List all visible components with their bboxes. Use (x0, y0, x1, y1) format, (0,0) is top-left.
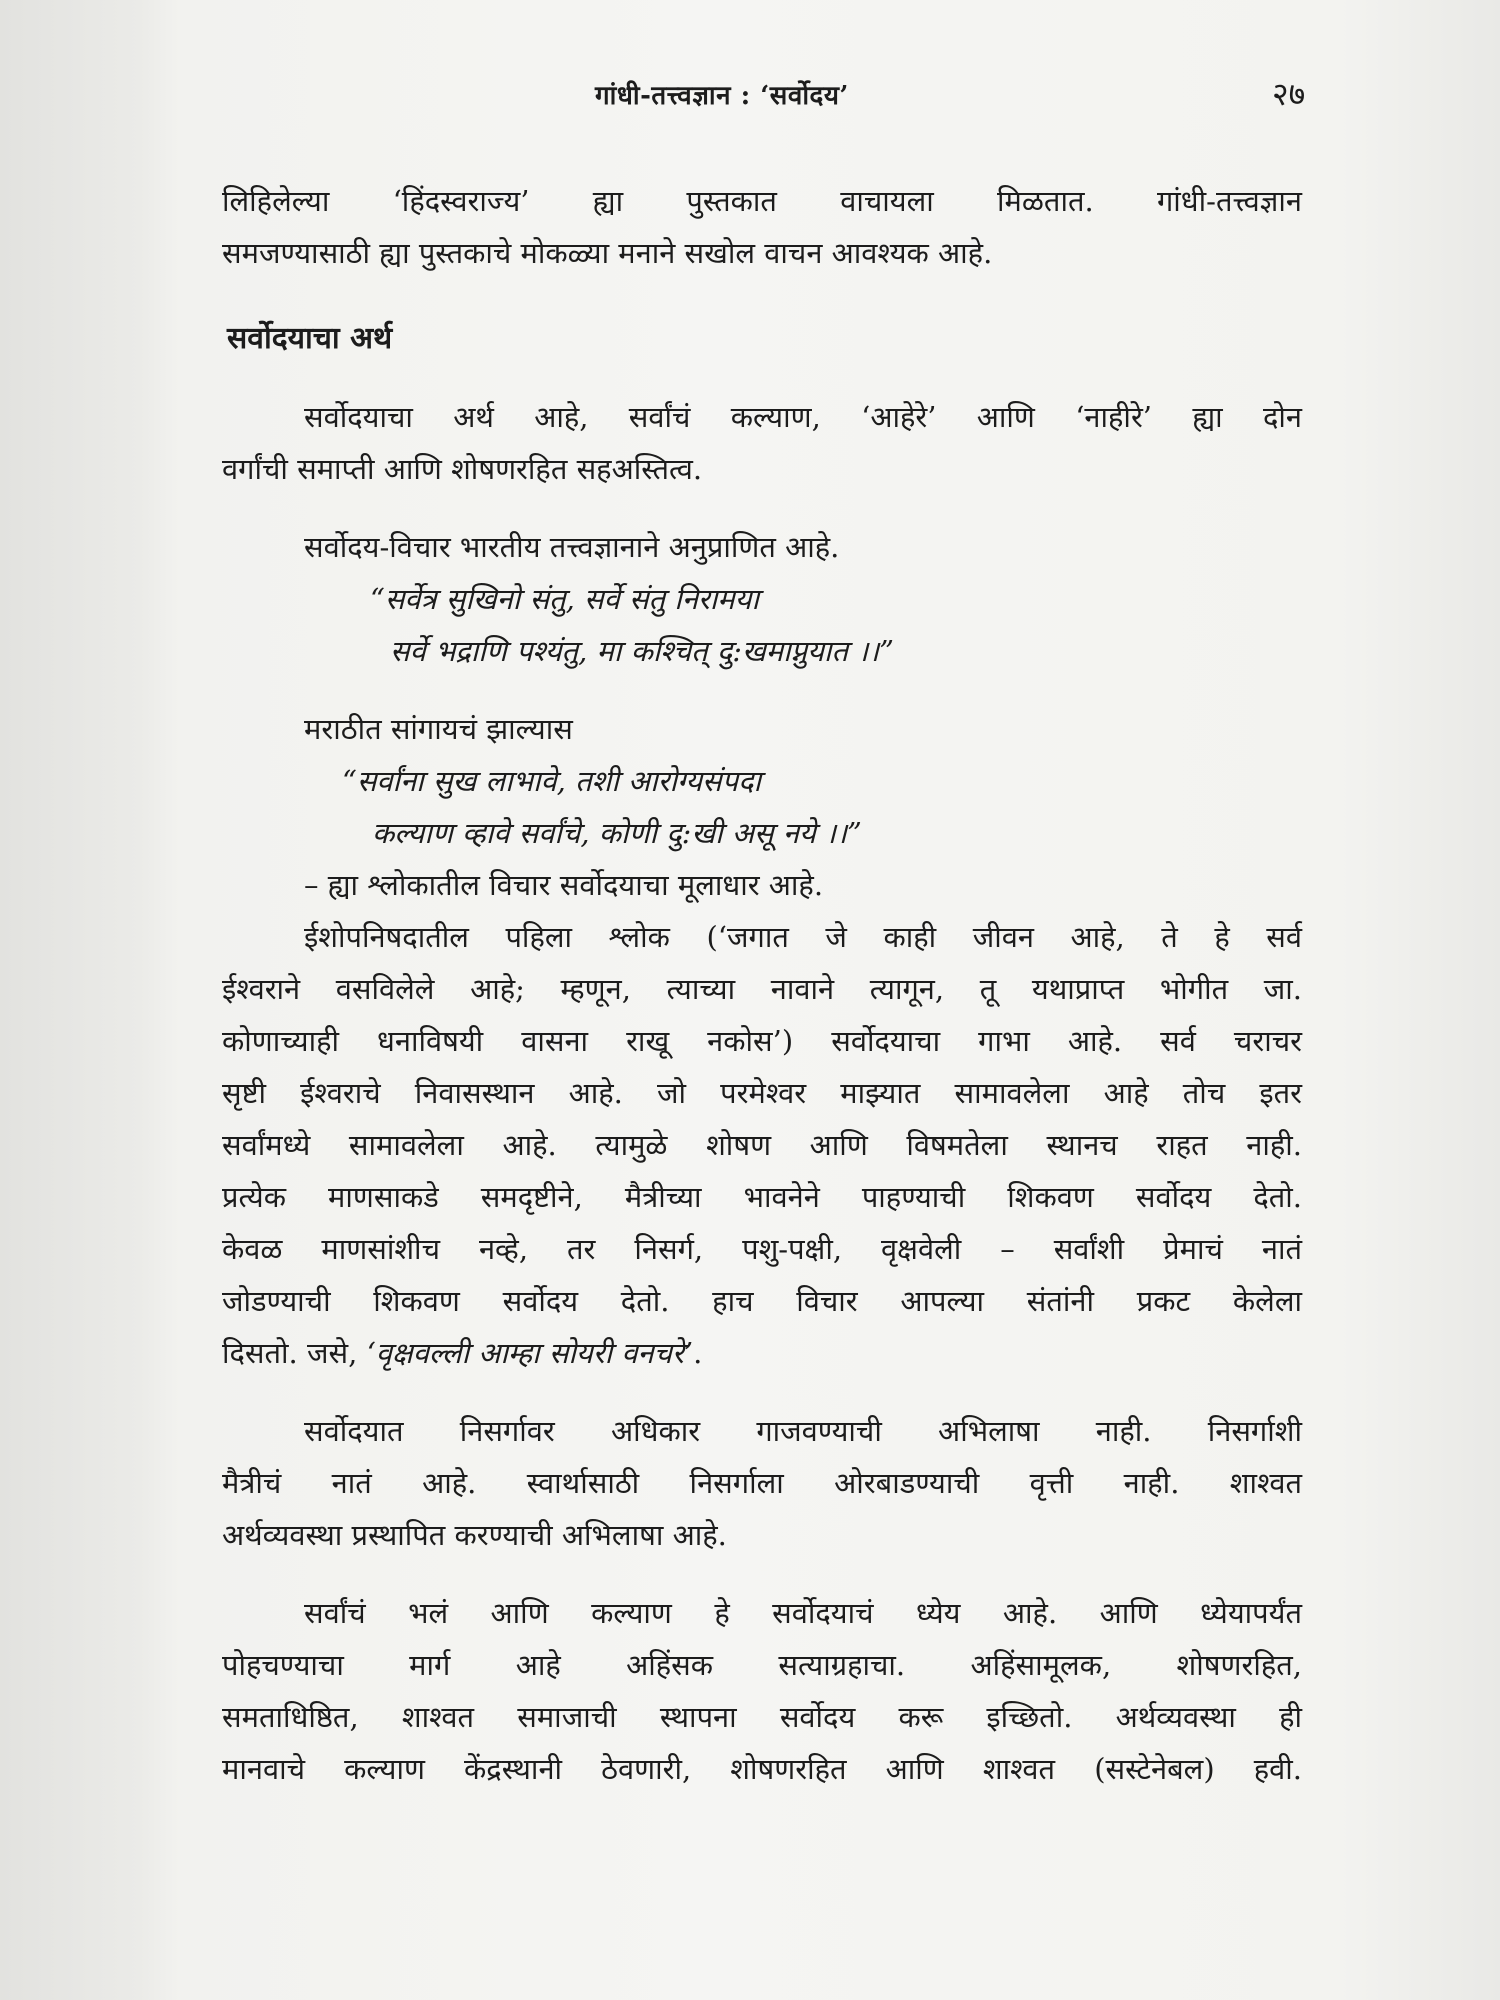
text-line: – ह्या श्लोकातील विचार सर्वोदयाचा मूलाधार आहे. (304, 868, 824, 902)
page-number: २७ (1272, 75, 1306, 113)
text-line: ईशोपनिषदातील पहिला श्लोक (‘जगात जे काही जीवन आहे, ते हे सर्व (304, 920, 1302, 954)
text-line: मानवाचे कल्याण केंद्रस्थानी ठेवणारी, शोषणरहित आणि शाश्वत (सस्टेनेबल) हवी. (222, 1752, 1302, 1786)
text-line: पोहचण्याचा मार्ग आहे अहिंसक सत्याग्रहाचा. अहिंसामूलक, शोषणरहित, (222, 1648, 1302, 1682)
text-line: वर्गांची समाप्ती आणि शोषणरहित सहअस्तित्व. (222, 452, 703, 486)
text-line: मैत्रीचं नातं आहे. स्वार्थासाठी निसर्गाला ओरबाडण्याची वृत्ती नाही. शाश्वत (222, 1466, 1302, 1500)
text-line: मराठीत सांगायचं झाल्यास (304, 712, 573, 746)
text-fragment: दिसतो. जसे, (222, 1336, 367, 1370)
running-title: गांधी-तत्त्वज्ञान : ‘सर्वोदय’ (595, 81, 849, 111)
text-line: ईश्वराने वसविलेले आहे; म्हणून, त्याच्या नावाने त्यागून, तू यथाप्राप्त भोगीत जा. (222, 972, 1302, 1006)
text-line: सर्वोदयात निसर्गावर अधिकार गाजवण्याची अभिलाषा नाही. निसर्गाशी (304, 1414, 1302, 1448)
text-line: सर्वोदय-विचार भारतीय तत्त्वज्ञानाने अनुप्राणित आहे. (304, 530, 840, 564)
text-line: लिहिलेल्या ‘हिंदस्वराज्य’ ह्या पुस्तकात वाचायला मिळतात. गांधी-तत्त्वज्ञान (222, 184, 1302, 218)
text-line: समताधिष्ठित, शाश्वत समाजाची स्थापना सर्वोदय करू इच्छितो. अर्थव्यवस्था ही (222, 1700, 1302, 1734)
quoted-abhang: ‘वृक्षवल्ली आम्हा सोयरी वनचरे’ (366, 1336, 694, 1370)
text-line: समजण्यासाठी ह्या पुस्तकाचे मोकळ्या मनाने सखोल वाचन आवश्यक आहे. (222, 236, 993, 270)
text-line: सर्वांचं भलं आणि कल्याण हे सर्वोदयाचं ध्येय आहे. आणि ध्येयापर्यंत (304, 1596, 1302, 1630)
verse-line: “सर्वांना सुख लाभावे, तशी आरोग्यसंपदा (342, 764, 762, 798)
section-heading: सर्वोदयाचा अर्थ (227, 321, 393, 356)
body-text (222, 175, 1302, 1795)
text-line: सृष्टी ईश्वराचे निवासस्थान आहे. जो परमेश्वर माझ्यात सामावलेला आहे तोच इतर (222, 1076, 1302, 1110)
text-line: प्रत्येक माणसाकडे समदृष्टीने, मैत्रीच्या भावनेने पाहण्याची शिकवण सर्वोदय देतो. (222, 1180, 1302, 1214)
verse-line: सर्वे भद्राणि पश्यंतु, मा कश्चित् दु:खमाप्नुयात ।।” (390, 634, 894, 668)
running-header (0, 70, 1500, 120)
text-line: कोणाच्याही धनाविषयी वासना राखू नकोस’) सर्वोदयाचा गाभा आहे. सर्व चराचर (222, 1024, 1302, 1058)
verse-line: “सर्वेत्र सुखिनो संतु, सर्वे संतु निरामया (370, 582, 759, 616)
text-line: जोडण्याची शिकवण सर्वोदय देतो. हाच विचार आपल्या संतांनी प्रकट केलेला (222, 1284, 1302, 1318)
text-line: अर्थव्यवस्था प्रस्थापित करण्याची अभिलाषा आहे. (222, 1518, 727, 1552)
text-fragment: . (693, 1336, 703, 1370)
text-line: सर्वोदयाचा अर्थ आहे, सर्वांचं कल्याण, ‘आहेरे’ आणि ‘नाहीरे’ ह्या दोन (304, 400, 1302, 434)
text-line: सर्वांमध्ये सामावलेला आहे. त्यामुळे शोषण आणि विषमतेला स्थानच राहत नाही. (222, 1128, 1302, 1162)
text-line: केवळ माणसांशीच नव्हे, तर निसर्ग, पशु-पक्षी, वृक्षवेली – सर्वांशी प्रेमाचं नातं (222, 1232, 1302, 1266)
verse-line: कल्याण व्हावे सर्वांचे, कोणी दु:खी असू नये ।।” (372, 816, 862, 850)
text-line (222, 1327, 1302, 1379)
